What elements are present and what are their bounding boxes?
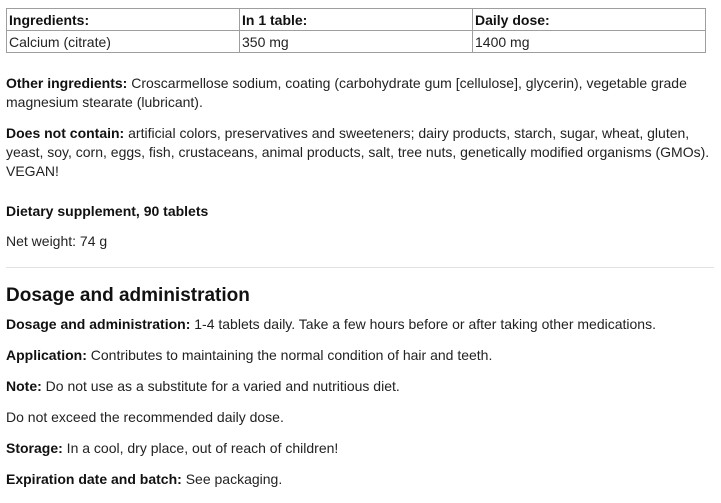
storage-line: [6, 439, 714, 458]
cell-daily-dose: 1400 mg: [473, 31, 706, 53]
application-label: Application:: [6, 347, 87, 363]
header-daily-dose: Daily dose:: [473, 9, 706, 31]
note-text: Do not use as a substitute for a varied and nutritious diet.: [41, 378, 400, 394]
other-ingredients-text: Croscarmellose sodium, coating (carbohydrate gum [cellulose], glycerin), vegetable grade magnesium stearate (lubricant).: [6, 75, 687, 110]
section-divider: [6, 267, 714, 268]
cell-per-tablet: 350 mg: [240, 31, 473, 53]
application-text: Contributes to maintaining the normal condition of hair and teeth.: [86, 347, 493, 363]
other-ingredients-label: Other ingredients:: [6, 75, 128, 91]
storage-label: Storage:: [6, 440, 63, 456]
does-not-contain: [6, 124, 714, 181]
expiration-line: [6, 470, 714, 489]
table-row: [7, 31, 706, 53]
dosage-heading: Dosage and administration: [6, 285, 250, 306]
expiration-text: See packaging.: [181, 471, 283, 487]
table-header-row: [7, 9, 706, 31]
ingredients-table: [6, 8, 706, 53]
does-not-contain-text: artificial colors, preservatives and sweeteners; dairy products, starch, sugar, wheat, gluten, yeast, soy, corn, eggs, fish, crustaceans, animal products, salt, tree nuts, genetically modified organisms (GMOs). VEGAN!: [6, 125, 710, 179]
storage-text: In a cool, dry place, out of reach of children!: [62, 440, 339, 456]
dosage-text: 1-4 tablets daily. Take a few hours before or after taking other medications.: [190, 316, 656, 332]
other-ingredients: [6, 74, 714, 112]
dosage-line: [6, 315, 714, 334]
supplement-line: [6, 202, 714, 221]
note-line: [6, 377, 714, 396]
application-line: [6, 346, 714, 365]
supplement-line-text: Dietary supplement, 90 tablets: [6, 203, 209, 219]
does-not-contain-label: Does not contain:: [6, 125, 125, 141]
dosage-label: Dosage and administration:: [6, 316, 191, 332]
note-label: Note:: [6, 378, 42, 394]
header-ingredients: Ingredients:: [7, 9, 240, 31]
dose-warning: Do not exceed the recommended daily dose.: [6, 409, 284, 425]
net-weight: Net weight: 74 g: [6, 233, 108, 249]
cell-ingredient-name: Calcium (citrate): [7, 31, 240, 53]
expiration-label: Expiration date and batch:: [6, 471, 182, 487]
header-per-tablet: In 1 table:: [240, 9, 473, 31]
